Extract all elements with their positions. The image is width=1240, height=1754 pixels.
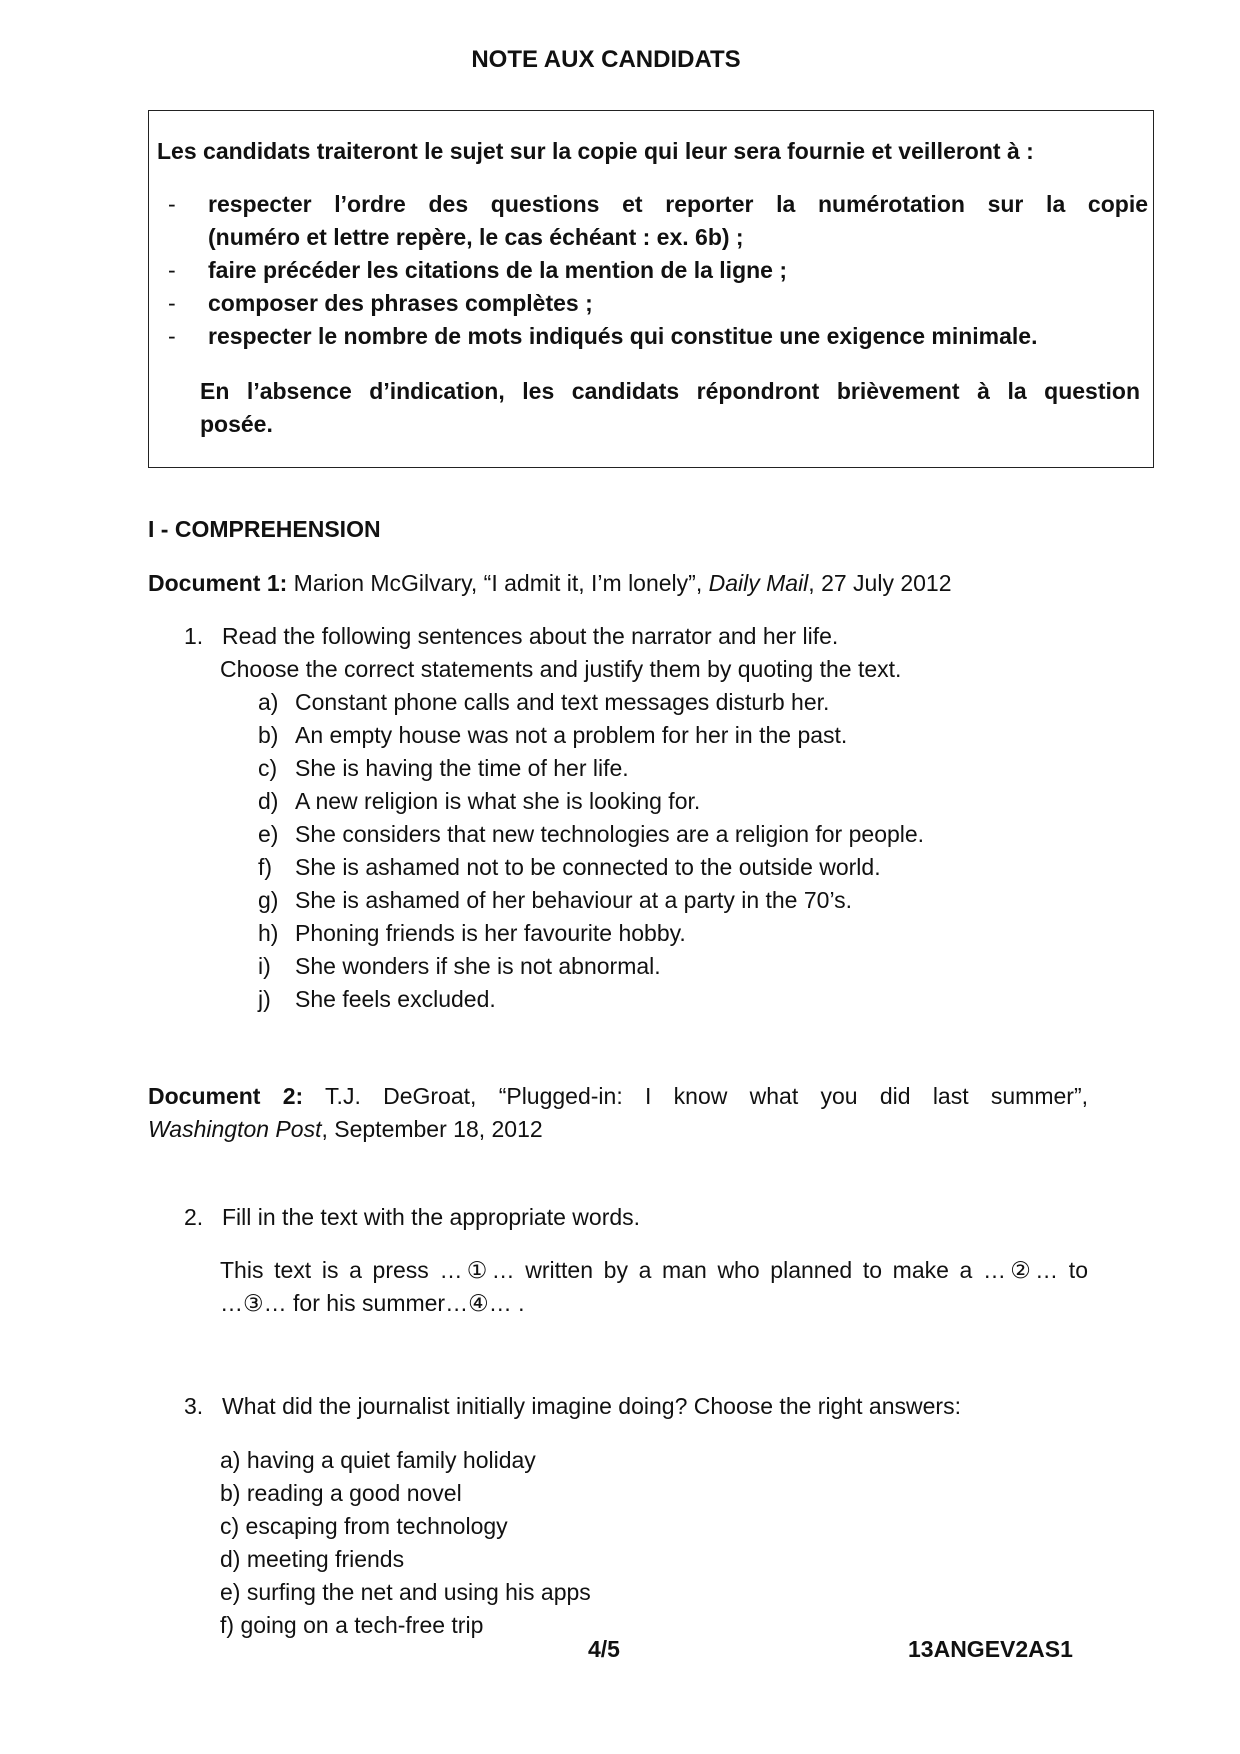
statement-text: Constant phone calls and text messages disturb her. bbox=[295, 689, 830, 715]
statement-text: She is ashamed of her behaviour at a party in the 70’s. bbox=[295, 887, 853, 913]
document-2-source-line bbox=[148, 1116, 543, 1143]
answer-option: f) going on a tech-free trip bbox=[220, 1612, 484, 1638]
statement-letter: g) bbox=[258, 887, 279, 913]
question-1-text: Read the following sentences about the narrator and her life. bbox=[222, 623, 839, 649]
document-author-title: T.J. DeGroat, “Plugged-in: I know what you did last summer”, bbox=[303, 1083, 1088, 1109]
statement-text: She wonders if she is not abnormal. bbox=[295, 953, 661, 979]
statement-letter: e) bbox=[258, 821, 279, 847]
answer-option: a) having a quiet family holiday bbox=[220, 1447, 536, 1473]
statement-letter: b) bbox=[258, 722, 279, 748]
statement-text: An empty house was not a problem for her in the past. bbox=[295, 722, 848, 748]
document-source: Washington Post bbox=[148, 1116, 322, 1142]
statement-letter: j) bbox=[258, 986, 271, 1012]
fill-in-text: This text is a press …①… written by a man who planned to make a …②… to bbox=[220, 1257, 1088, 1283]
page-title: NOTE AUX CANDIDATS bbox=[471, 46, 741, 73]
question-1-text-continued: Choose the correct statements and justify them by quoting the text. bbox=[220, 656, 902, 682]
question-3-instruction: What did the journalist initially imagine doing? Choose the right answers: bbox=[222, 1393, 961, 1419]
statement-text: She considers that new technologies are a religion for people. bbox=[295, 821, 925, 847]
instructions-intro: Les candidats traiteront le sujet sur la copie qui leur sera fournie et veilleront à : bbox=[157, 138, 1034, 164]
statement-text: A new religion is what she is looking for. bbox=[295, 788, 701, 814]
exam-code: 13ANGEV2AS1 bbox=[908, 1636, 1073, 1662]
document-date: , 27 July 2012 bbox=[808, 570, 952, 596]
statement-letter: i) bbox=[258, 953, 271, 979]
rule-text: respecter l’ordre des questions et reporter la numérotation sur la copie bbox=[208, 191, 1148, 217]
instructions-closing-continued: posée. bbox=[200, 411, 273, 437]
bullet-dash: - bbox=[168, 191, 176, 217]
statement-letter: d) bbox=[258, 788, 279, 814]
document-1-reference bbox=[148, 570, 952, 597]
answer-option: c) escaping from technology bbox=[220, 1513, 508, 1539]
answer-option: e) surfing the net and using his apps bbox=[220, 1579, 591, 1605]
question-number: 3. bbox=[184, 1393, 204, 1419]
bullet-dash: - bbox=[168, 257, 176, 283]
rule-text: composer des phrases complètes ; bbox=[208, 290, 593, 316]
document-author-title: Marion McGilvary, “I admit it, I’m lonely”, bbox=[287, 570, 709, 596]
document-label: Document 2: bbox=[148, 1083, 304, 1109]
statement-text: She is ashamed not to be connected to the outside world. bbox=[295, 854, 881, 880]
answer-option: b) reading a good novel bbox=[220, 1480, 462, 1506]
document-label: Document 1: bbox=[148, 570, 288, 596]
bullet-dash: - bbox=[168, 290, 176, 316]
document-date: , September 18, 2012 bbox=[321, 1116, 543, 1142]
document-2-reference bbox=[148, 1083, 1088, 1110]
statement-text: She feels excluded. bbox=[295, 986, 496, 1012]
question-2-instruction: Fill in the text with the appropriate words. bbox=[222, 1204, 641, 1230]
document-source: Daily Mail bbox=[708, 570, 809, 596]
statement-letter: f) bbox=[258, 854, 273, 880]
section-title: I - COMPREHENSION bbox=[148, 516, 381, 542]
statement-letter: h) bbox=[258, 920, 279, 946]
instructions-closing: En l’absence d’indication, les candidats répondront brièvement à la question bbox=[200, 378, 1140, 404]
fill-in-text-continued: …③… for his summer…④… . bbox=[220, 1290, 525, 1316]
rule-text: respecter le nombre de mots indiqués qui constitue une exigence minimale. bbox=[208, 323, 1038, 349]
statement-letter: a) bbox=[258, 689, 279, 715]
question-number: 2. bbox=[184, 1204, 204, 1230]
page-number: 4/5 bbox=[588, 1636, 620, 1662]
statement-letter: c) bbox=[258, 755, 278, 781]
rule-text: faire précéder les citations de la mention de la ligne ; bbox=[208, 257, 788, 283]
question-number: 1. bbox=[184, 623, 204, 649]
statement-text: She is having the time of her life. bbox=[295, 755, 629, 781]
statement-text: Phoning friends is her favourite hobby. bbox=[295, 920, 686, 946]
bullet-dash: - bbox=[168, 323, 176, 349]
rule-text-continued: (numéro et lettre repère, le cas échéant : ex. 6b) ; bbox=[208, 224, 744, 250]
answer-option: d) meeting friends bbox=[220, 1546, 405, 1572]
